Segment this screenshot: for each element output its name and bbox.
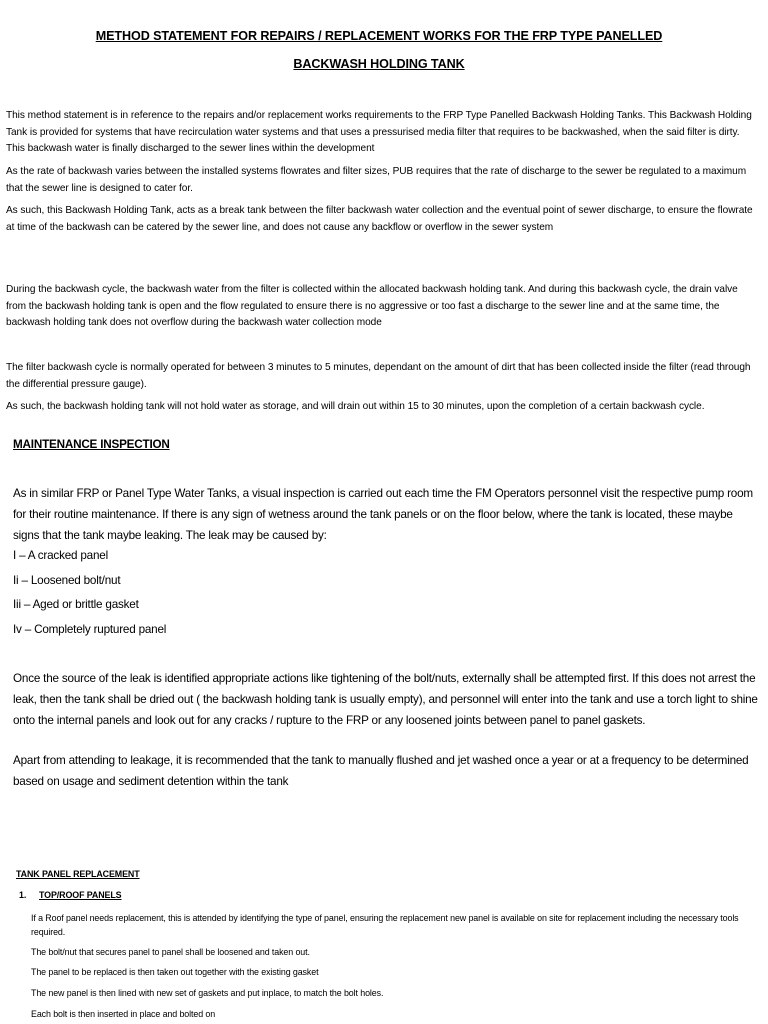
maintenance-heading: MAINTENANCE INSPECTION	[13, 438, 170, 451]
maintenance-paragraph-2: Once the source of the leak is identified appropriate actions like tightening of the bolt/nuts, externally shall be attempted first. If this does not arrest the leak, then the tank shall be dried out ( the backwash holding tank is usually empty), and personnel will enter into the tank and use a torch light to shine onto the internal panels and look out for any cracks / rupture to the FRP or any loosened joints between panel to panel gaskets.	[13, 672, 758, 727]
intro-paragraph-3: As such, this Backwash Holding Tank, acts as a break tank between the filter backwash water collection and the eventual point of sewer discharge, to ensure the flowrate at time of the backwash can be catered by the sewer line, and does not cause any backflow or overflow in the sewer system	[6, 205, 753, 233]
replacement-step: The bolt/nut that secures panel to panel shall be loosened and taken out.	[31, 947, 310, 957]
maintenance-paragraph-3: Apart from attending to leakage, it is recommended that the tank to manually flushed and jet washed once a year or at a frequency to be determined based on usage and sediment detention within the tank	[13, 754, 749, 788]
leak-cause-item: Iii – Aged or brittle gasket	[13, 598, 139, 611]
replacement-step: The new panel is then lined with new set of gaskets and put inplace, to match the bolt holes.	[31, 988, 384, 998]
replacement-step: If a Roof panel needs replacement, this is attended by identifying the type of panel, ensuring the replacement new panel is available on site for replacement including the necessary tools required.	[31, 913, 739, 937]
replacement-step: Each bolt is then inserted in place and bolted on	[31, 1009, 216, 1019]
leak-cause-item: Ii – Loosened bolt/nut	[13, 574, 121, 587]
replacement-sub-number: 1.	[19, 890, 27, 900]
intro-paragraph-5: The filter backwash cycle is normally operated for between 3 minutes to 5 minutes, dependant on the amount of dirt that has been collected inside the filter (read through the differential pressure gauge).	[6, 362, 751, 390]
replacement-step: The panel to be replaced is then taken out together with the existing gasket	[31, 967, 319, 977]
intro-paragraph-1: This method statement is in reference to the repairs and/or replacement works requirements to the FRP Type Panelled Backwash Holding Tanks. This Backwash Holding Tank is provided for systems that have recirculation water systems and that uses a pressurised media filter that requires to be backwashed, when the said filter is dirty. This backwash water is finally discharged to the sewer lines within the development	[6, 110, 752, 154]
leak-cause-item: I – A cracked panel	[13, 549, 108, 562]
document-title-line-2: BACKWASH HOLDING TANK	[293, 57, 465, 71]
intro-paragraph-2: As the rate of backwash varies between the installed systems flowrates and filter sizes, PUB requires that the rate of discharge to the sewer be regulated to a maximum that the sewer line is designed to cater for.	[6, 166, 747, 194]
document-title-line-1: METHOD STATEMENT FOR REPAIRS / REPLACEMENT WORKS FOR THE FRP TYPE PANELLED	[95, 29, 663, 43]
intro-paragraph-6: As such, the backwash holding tank will not hold water as storage, and will drain out within 15 to 30 minutes, upon the completion of a certain backwash cycle.	[6, 401, 705, 412]
replacement-heading: TANK PANEL REPLACEMENT	[16, 869, 140, 879]
intro-paragraph-4: During the backwash cycle, the backwash water from the filter is collected within the allocated backwash holding tank. And during this backwash cycle, the drain valve from the backwash holding tank is open and the flow regulated to ensure there is no aggressive or too fast a discharge to the sewer line and at the same time, the backwash holding tank does not overflow during the backwash water collection mode	[6, 284, 738, 328]
leak-cause-item: Iv – Completely ruptured panel	[13, 623, 167, 636]
maintenance-paragraph-1: As in similar FRP or Panel Type Water Tanks, a visual inspection is carried out each time the FM Operators personnel visit the respective pump room for their routine maintenance. If there is any sign of wetness around the tank panels or on the floor below, where the tank is located, these maybe signs that the tank maybe leaking. The leak may be caused by:	[13, 487, 753, 542]
replacement-sub-heading: TOP/ROOF PANELS	[39, 890, 122, 900]
